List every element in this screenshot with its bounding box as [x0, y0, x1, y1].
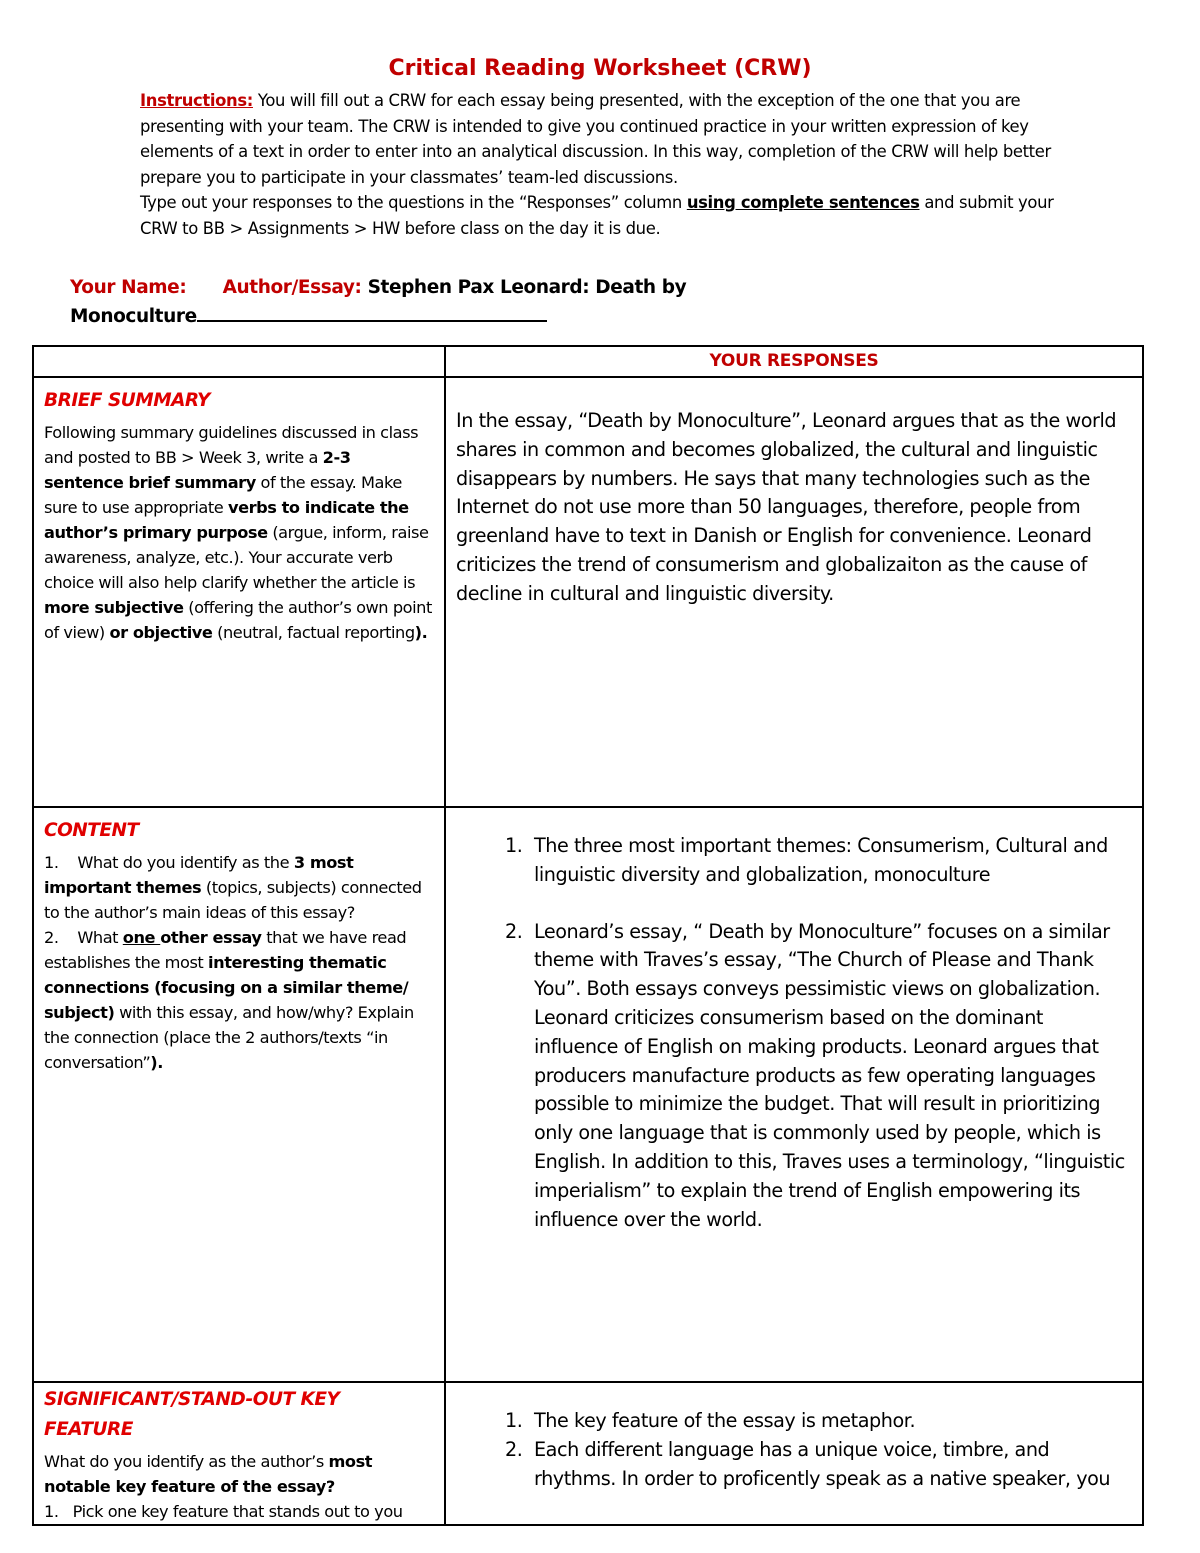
complete-sentences-emphasis: using complete sentences [686, 193, 920, 212]
q2-bold-1: other essay [160, 928, 262, 947]
kf-bold: most notable key feature of the essay? [44, 1452, 373, 1496]
instructions-label: Instructions: [140, 91, 253, 110]
keyfeature-title: SIGNIFICANT/STAND-OUT KEY FEATURE [44, 1389, 340, 1440]
keyfeature-responses-list [456, 1407, 1132, 1493]
summary-prompt-cell [33, 377, 445, 807]
your-name-label: Your Name: [70, 277, 187, 298]
summary-text-5: (neutral, factual reporting [212, 623, 415, 642]
q2-number: 2. [44, 928, 59, 947]
keyfeature-question-1 [44, 1499, 434, 1524]
summary-title: BRIEF SUMMARY [44, 390, 210, 411]
q2-text-b: that we have read establishes the most [44, 928, 407, 972]
keyfeature-response-cell[interactable] [445, 1382, 1143, 1525]
name-blank-line [197, 302, 547, 322]
summary-text-2: of the essay. Make sure to use appropriate [44, 473, 402, 517]
summary-bold-5: ). [414, 623, 428, 642]
summary-response-cell[interactable] [445, 377, 1143, 807]
content-prompt-cell [33, 807, 445, 1382]
worksheet-title: Critical Reading Worksheet (CRW) [388, 56, 812, 81]
content-response-1: 1. The three most important themes: Consumerism, Cultural and linguistic diversity and globalization, monoculture [528, 832, 1132, 890]
keyfeature-prompt-cell [33, 1382, 445, 1525]
summary-prompt-text [44, 420, 434, 645]
kf-text-a: What do you identify as the author’s [44, 1452, 329, 1471]
summary-text-3: (argue, inform, raise awareness, analyze, etc.). Your accurate verb choice will also help clarify whether the article is [44, 523, 429, 592]
submission-text-b: and submit your CRW to BB > Assignments > HW before class on the day it is due. [140, 193, 1054, 238]
name-author-line [70, 274, 770, 331]
summary-text-1: Following summary guidelines discussed in class and posted to BB > Week 3, write a [44, 423, 419, 467]
summary-bold-2: verbs to indicate the author’s primary purpose [44, 498, 409, 542]
q2-bold-2: interesting thematic connections (focusing on a similar theme/ subject) [44, 953, 409, 1022]
summary-bold-1: 2-3 sentence brief summary [44, 448, 351, 492]
q1-text-b: (topics, subjects) connected to the author’s main ideas of this essay? [44, 878, 422, 922]
responses-header: YOUR RESPONSES [445, 346, 1143, 377]
content-title: CONTENT [44, 820, 139, 841]
content-response-2: 2. Leonard’s essay, “ Death by Monoculture” focuses on a similar theme with Traves’s essay, “The Church of Please and Thank You”. Both essays conveys pessimistic views on globalization. Leonard criticizes consumerism based on the dominant influence of English on making products. Leonard argues that producers manufacture products as few operating languages possible to minimize the budget. That will result in prioritizing only one language that is commonly used by people, which is English. In addition to this, Traves uses a terminology, “linguistic imperialism” to explain the trend of English empowering its influence over the world. [528, 918, 1132, 1235]
q2-text-a: What [77, 928, 123, 947]
prompt-header-cell [33, 346, 445, 377]
submission-paragraph [140, 190, 1070, 241]
q1-number: 1. [44, 853, 59, 872]
q1-bold: 3 most important themes [44, 853, 354, 897]
instructions-block [140, 88, 1070, 241]
content-row [33, 807, 1143, 1382]
content-responses-list [456, 832, 1132, 1234]
q2-underline: one [122, 928, 161, 947]
q2-bold-3: ). [150, 1053, 163, 1072]
content-response-cell[interactable] [445, 807, 1143, 1382]
instructions-text: You will fill out a CRW for each essay being presented, with the exception of the one that you are presenting with your team. The CRW is intended to give you continued practice in your written expression of key elements of a text in order to enter into an analytical discussion. In this way, completion of the CRW will help better prepare you to participate in your classmates’ team-led discussions. [140, 91, 1051, 187]
keyfeature-response-1: 1. The key feature of the essay is metaphor. [528, 1407, 1132, 1436]
keyfeature-question [44, 1449, 434, 1499]
q2-text-c: with this essay, and how/why? Explain the connection (place the 2 authors/texts “in conversation” [44, 1003, 414, 1072]
summary-response: In the essay, “Death by Monoculture”, Leonard argues that as the world shares in common and becomes globalized, the cultural and linguistic disappears by numbers. He says that many technologies such as the Internet do not use more than 50 languages, therefore, people from greenland have to text in Danish or English for convenience. Leonard criticizes the trend of consumerism and globalizaiton as the cause of decline in cultural and linguistic diversity. [456, 409, 1117, 605]
keyfeature-row [33, 1382, 1143, 1525]
table-header-row [33, 346, 1143, 377]
content-question-1 [44, 850, 434, 925]
summary-bold-3: more subjective [44, 598, 184, 617]
kf-q1-number: 1. [44, 1502, 59, 1521]
summary-text-4: (offering the author’s own point of view) [44, 598, 432, 642]
summary-row [33, 377, 1143, 807]
author-essay-label: Author/Essay: [222, 277, 362, 298]
author-essay-value: Stephen Pax Leonard: Death by [367, 277, 687, 298]
author-essay-value-cont: Monoculture [70, 306, 197, 327]
q1-text-a: What do you identify as the [77, 853, 294, 872]
summary-bold-4: or objective [109, 623, 213, 642]
content-question-2 [44, 925, 434, 1075]
keyfeature-response-2: 2. Each different language has a unique voice, timbre, and rhythms. In order to proficently speak as a native speaker, you [528, 1436, 1132, 1494]
submission-text-a: Type out your responses to the questions in the “Responses” column [140, 193, 687, 212]
instructions-paragraph [140, 88, 1070, 190]
kf-q1-text: Pick one key feature that stands out to you [72, 1502, 403, 1521]
crw-table [32, 345, 1144, 1526]
